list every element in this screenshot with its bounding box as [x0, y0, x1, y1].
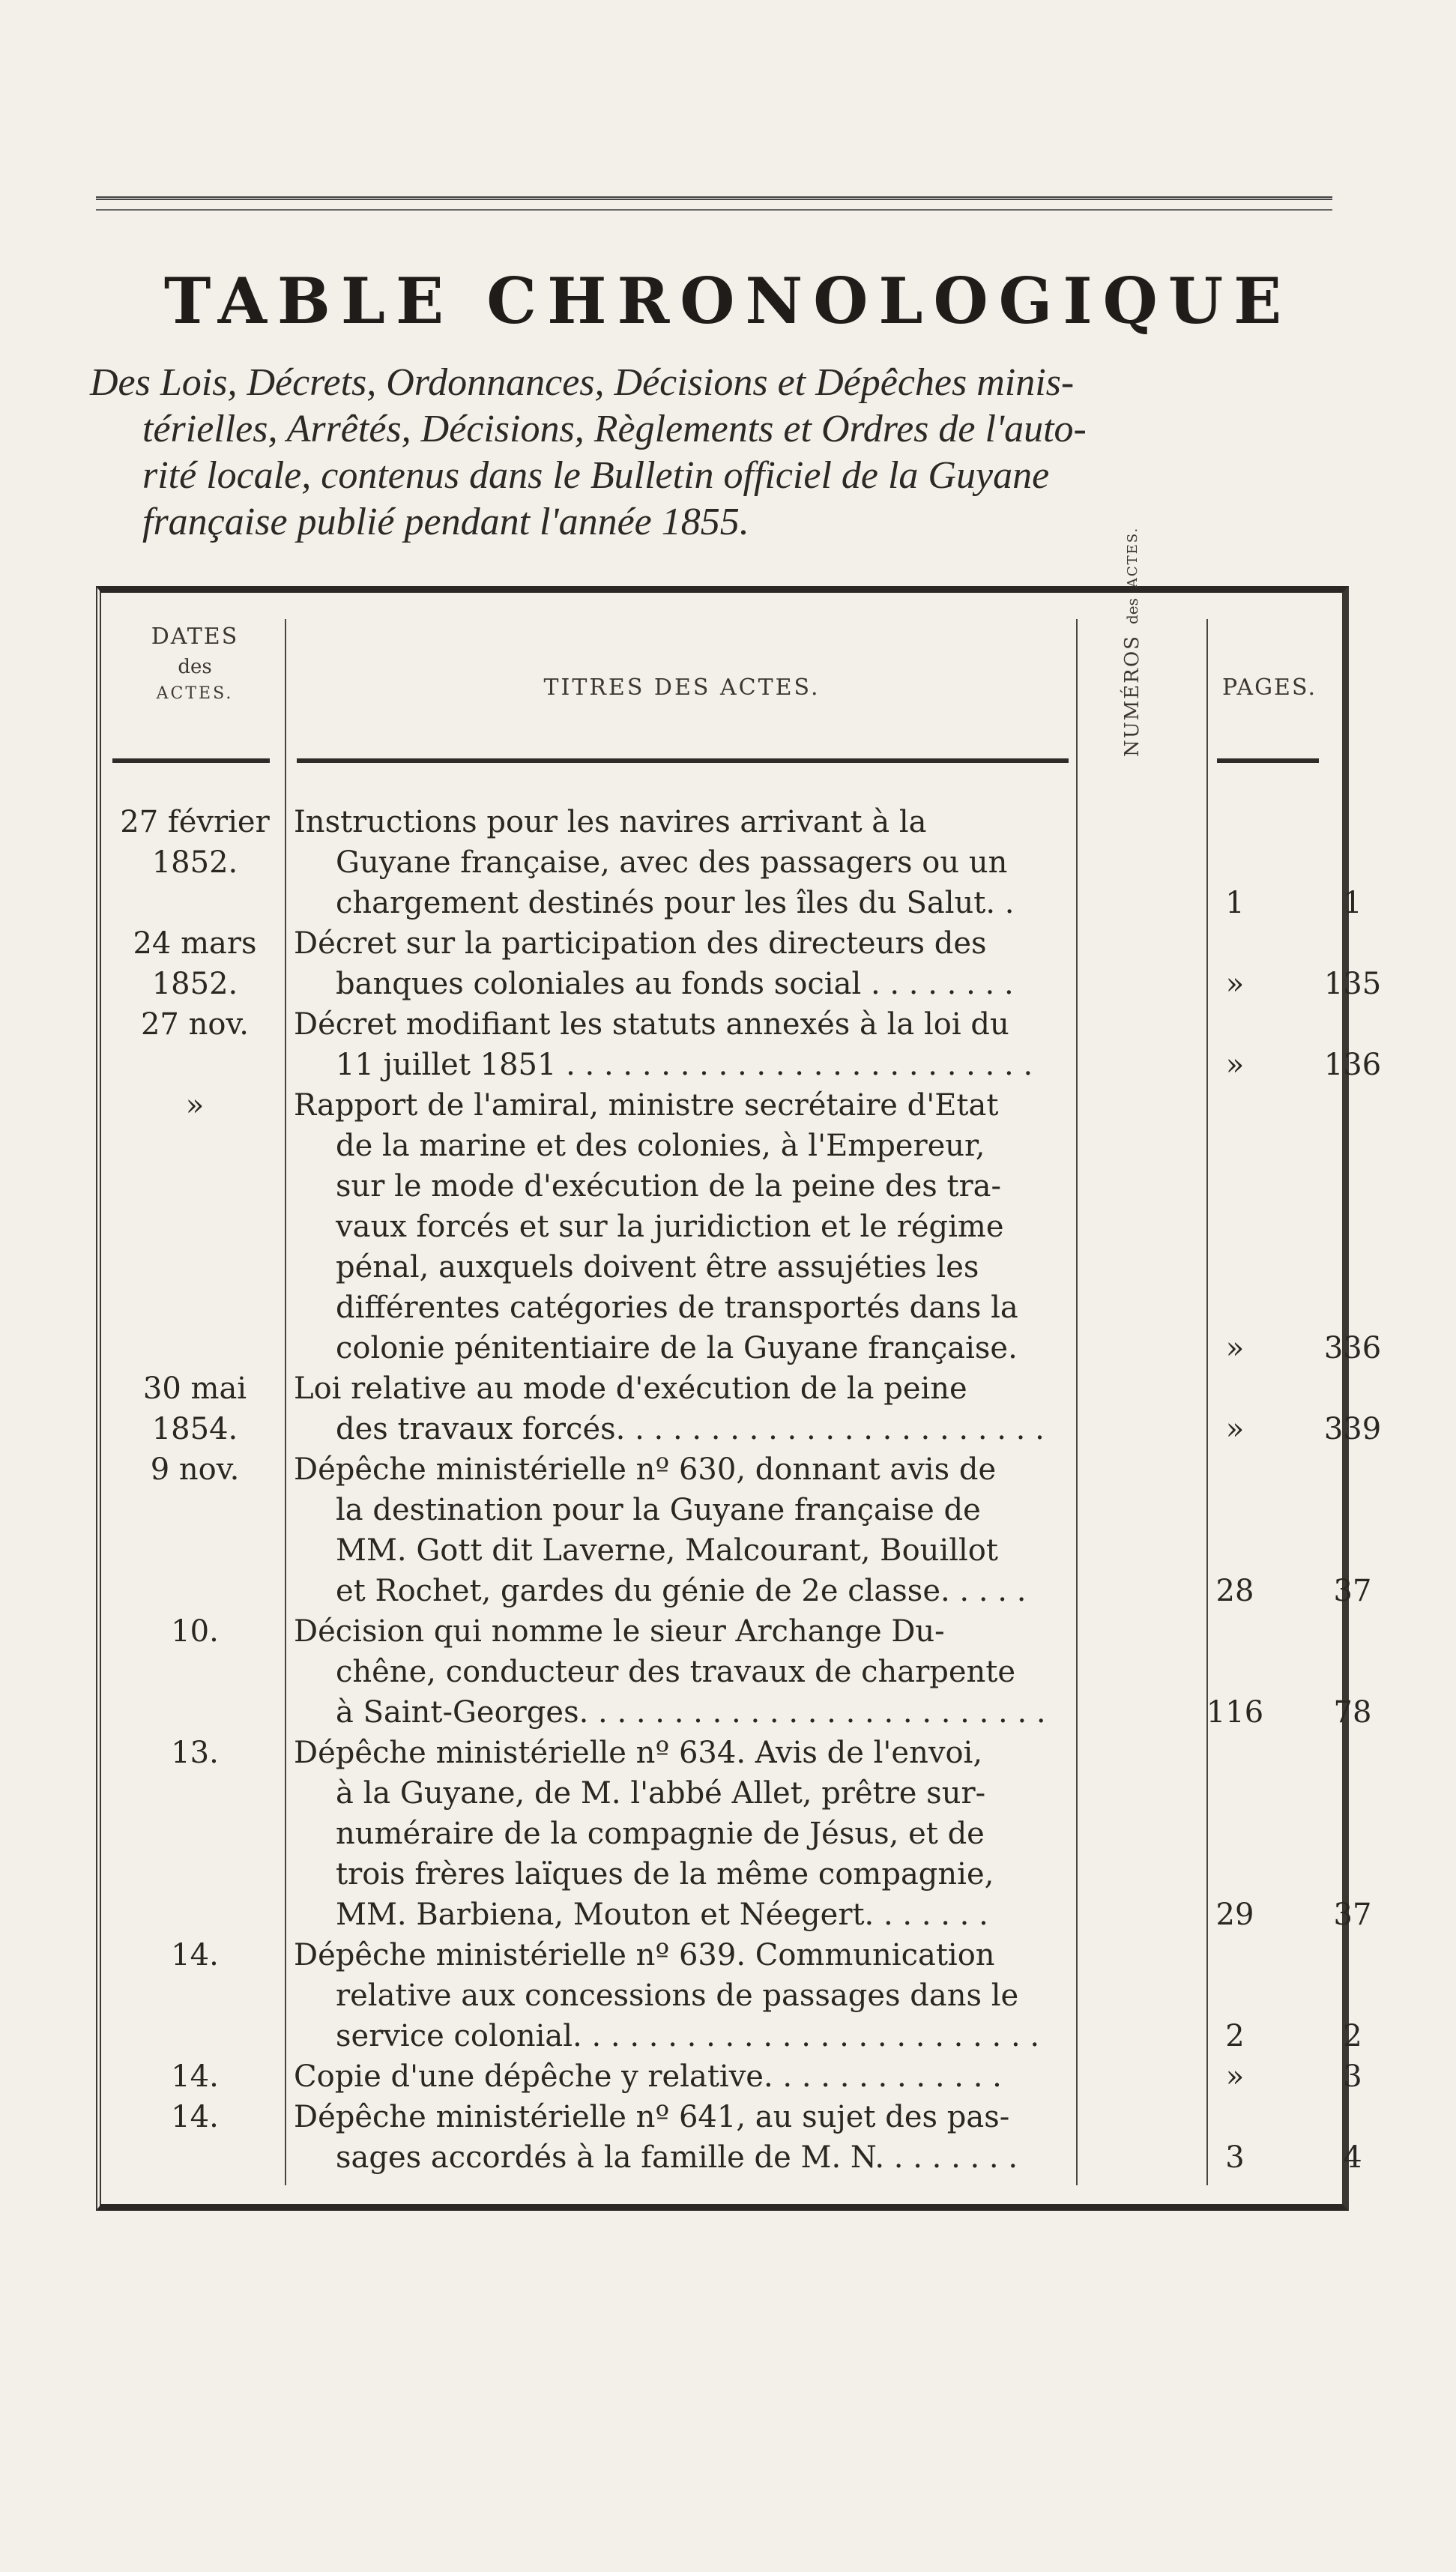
- row-date-line: 13.: [171, 1736, 219, 1770]
- row-title-line: sages accordés à la famille de M. N. . . . . . . .: [336, 2140, 1018, 2175]
- row-title-line: service colonial. . . . . . . . . . . . . . . . . . . . . . . . .: [336, 2019, 1040, 2053]
- row-title-line: relative aux concessions de passages dans le: [336, 1978, 1019, 2013]
- row-title-line: la destination pour la Guyane française de: [336, 1493, 981, 1527]
- header-rule: [112, 758, 270, 763]
- row-title: [294, 1611, 1169, 1733]
- row-number: 3: [1225, 2140, 1245, 2175]
- subtitle: [90, 360, 1356, 546]
- row-date: [105, 2097, 285, 2137]
- row-title-line: Dépêche ministérielle nº 641, au sujet des pas-: [294, 2100, 1010, 2134]
- header-pages: PAGES.: [1222, 674, 1317, 701]
- row-page: 136: [1323, 1048, 1382, 1082]
- row-title-line: vaux forcés et sur la juridiction et le régime: [336, 1210, 1004, 1244]
- row-title-line: colonie pénitentiaire de la Guyane française.: [336, 1331, 1018, 1365]
- table-row: [105, 802, 1362, 923]
- table-row: [105, 1085, 1382, 1368]
- row-number: 28: [1215, 1574, 1254, 1608]
- row-number: 2: [1225, 2019, 1245, 2053]
- row-title-line: Guyane française, avec des passagers ou un: [336, 845, 1008, 880]
- row-date-line: 30 mai: [142, 1371, 247, 1406]
- row-number: »: [1225, 1412, 1245, 1446]
- header-dates-line: DATES: [151, 624, 239, 650]
- table-row: [105, 1733, 1372, 1935]
- row-title: [294, 1449, 1169, 1611]
- row-title-line: pénal, auxquels doivent être assujéties les: [336, 1250, 979, 1285]
- row-title-line: à Saint-Georges. . . . . . . . . . . . . . . . . . . . . . . . .: [336, 1695, 1046, 1730]
- row-date-line: 14.: [171, 2059, 219, 2094]
- row-page: 37: [1333, 1574, 1372, 1608]
- table-row: [105, 1935, 1362, 2056]
- row-number: 1: [1225, 886, 1245, 920]
- row-number: »: [1225, 2059, 1245, 2094]
- row-title: [294, 2056, 1169, 2097]
- row-title: [294, 802, 1169, 923]
- row-title-line: Décision qui nomme le sieur Archange Du-: [294, 1614, 945, 1649]
- page-title: TABLE CHRONOLOGIQUE: [163, 264, 1293, 338]
- row-page: 37: [1333, 1898, 1372, 1932]
- row-title-line: Dépêche ministérielle nº 630, donnant avis de: [294, 1452, 997, 1487]
- row-date: [105, 1935, 285, 1975]
- row-page: 339: [1323, 1412, 1382, 1446]
- row-title-line: chêne, conducteur des travaux de charpente: [336, 1655, 1016, 1689]
- table-row: [105, 1611, 1372, 1733]
- row-title-line: différentes catégories de transportés dans la: [336, 1290, 1018, 1325]
- row-title: [294, 1935, 1169, 2056]
- row-number: 116: [1206, 1695, 1264, 1730]
- row-title-line: des travaux forcés. . . . . . . . . . . . . . . . . . . . . . .: [336, 1412, 1045, 1446]
- row-title-line: de la marine et des colonies, à l'Empereur,: [336, 1129, 985, 1163]
- row-title-line: sur le mode d'exécution de la peine des tra-: [336, 1169, 1002, 1204]
- row-title-line: Décret modifiant les statuts annexés à la loi du: [294, 1007, 1009, 1042]
- row-title-line: MM. Barbiena, Mouton et Néegert. . . . . . .: [336, 1898, 988, 1932]
- row-title-line: Loi relative au mode d'exécution de la peine: [294, 1371, 967, 1406]
- row-page: 1: [1343, 886, 1362, 920]
- header-numbers-line: des: [1123, 598, 1141, 625]
- row-number: 29: [1215, 1898, 1254, 1932]
- row-title-line: Copie d'une dépêche y relative. . . . . . . . . . . . .: [294, 2059, 1002, 2094]
- row-title-line: et Rochet, gardes du génie de 2e classe. . . . .: [336, 1574, 1027, 1608]
- table-row: [105, 1449, 1372, 1611]
- row-title-line: Décret sur la participation des directeurs des: [294, 926, 987, 961]
- row-date-line: 27 février: [120, 805, 270, 839]
- row-date-line: 1854.: [151, 1412, 238, 1446]
- row-number: »: [1225, 1331, 1245, 1365]
- table-row: [105, 1368, 1382, 1449]
- row-page: 78: [1333, 1695, 1372, 1730]
- row-number: »: [1225, 967, 1245, 1001]
- row-date-line: 14.: [171, 2100, 219, 2134]
- row-title: [294, 2097, 1169, 2178]
- header-rule: [297, 758, 1069, 763]
- row-title-line: trois frères laïques de la même compagnie,: [336, 1857, 994, 1892]
- row-title: [294, 923, 1169, 1004]
- row-date: [105, 1368, 285, 1449]
- row-date-line: 1852.: [151, 967, 238, 1001]
- header-numbers-line: NUMÉROS: [1121, 635, 1144, 757]
- row-date-line: »: [185, 1088, 205, 1123]
- row-page: 135: [1323, 967, 1382, 1001]
- row-title-line: Dépêche ministérielle nº 634. Avis de l'envoi,: [294, 1736, 983, 1770]
- header-numbers-line: ACTES.: [1124, 526, 1141, 588]
- row-date: [105, 2056, 285, 2097]
- row-title-line: Instructions pour les navires arrivant à la: [294, 805, 927, 839]
- row-date: [105, 1004, 285, 1045]
- row-date: [105, 802, 285, 883]
- row-date-line: 27 nov.: [140, 1007, 250, 1042]
- row-page: 3: [1343, 2059, 1362, 2094]
- row-title-line: numéraire de la compagnie de Jésus, et de: [336, 1817, 985, 1851]
- row-page: 2: [1343, 2019, 1362, 2053]
- header-rule: [1217, 758, 1319, 763]
- table-body: [105, 802, 1382, 2178]
- subtitle-line: térielles, Arrêtés, Décisions, Règlements et Ordres de l'auto-: [142, 408, 1087, 450]
- row-date-line: 9 nov.: [150, 1452, 240, 1487]
- header-titles: TITRES DES ACTES.: [543, 674, 821, 701]
- row-title-line: MM. Gott dit Laverne, Malcourant, Bouillot: [336, 1533, 998, 1568]
- subtitle-line: rité locale, contenus dans le Bulletin officiel de la Guyane: [142, 454, 1050, 497]
- header-dates-line: des: [178, 656, 212, 678]
- row-title-line: banques coloniales au fonds social . . . . . . . .: [336, 967, 1014, 1001]
- subtitle-line: Des Lois, Décrets, Ordonnances, Décisions et Dépêches minis-: [90, 361, 1075, 404]
- row-title: [294, 1085, 1169, 1368]
- row-date-line: 14.: [171, 1938, 219, 1972]
- header-numbers: [1084, 526, 1203, 757]
- subtitle-line: française publié pendant l'année 1855.: [142, 501, 749, 543]
- table-row: [105, 923, 1382, 1004]
- row-date-line: 24 mars: [133, 926, 257, 961]
- row-date: [105, 1611, 285, 1652]
- row-title: [294, 1368, 1169, 1449]
- header-dates: [112, 624, 277, 703]
- row-date-line: 10.: [171, 1614, 219, 1649]
- row-date-line: 1852.: [151, 845, 238, 880]
- table-row: [105, 2097, 1362, 2178]
- row-title-line: Rapport de l'amiral, ministre secrétaire d'Etat: [294, 1088, 999, 1123]
- row-title-line: Dépêche ministérielle nº 639. Communication: [294, 1938, 995, 1972]
- row-number: »: [1225, 1048, 1245, 1082]
- row-date: [105, 1085, 285, 1126]
- row-title-line: à la Guyane, de M. l'abbé Allet, prêtre sur-: [336, 1776, 986, 1811]
- top-rule: [96, 196, 1332, 211]
- row-title: [294, 1733, 1169, 1935]
- row-date: [105, 1733, 285, 1773]
- table-row: [105, 1004, 1382, 1085]
- header-dates-line: ACTES.: [156, 684, 234, 703]
- row-page: 336: [1323, 1331, 1382, 1365]
- row-title-line: 11 juillet 1851 . . . . . . . . . . . . . . . . . . . . . . . . .: [336, 1048, 1033, 1082]
- row-title-line: chargement destinés pour les îles du Salut. .: [336, 886, 1015, 920]
- row-title: [294, 1004, 1169, 1085]
- row-page: 4: [1343, 2140, 1362, 2175]
- row-date: [105, 923, 285, 1004]
- table-row: [105, 2056, 1362, 2097]
- row-date: [105, 1449, 285, 1490]
